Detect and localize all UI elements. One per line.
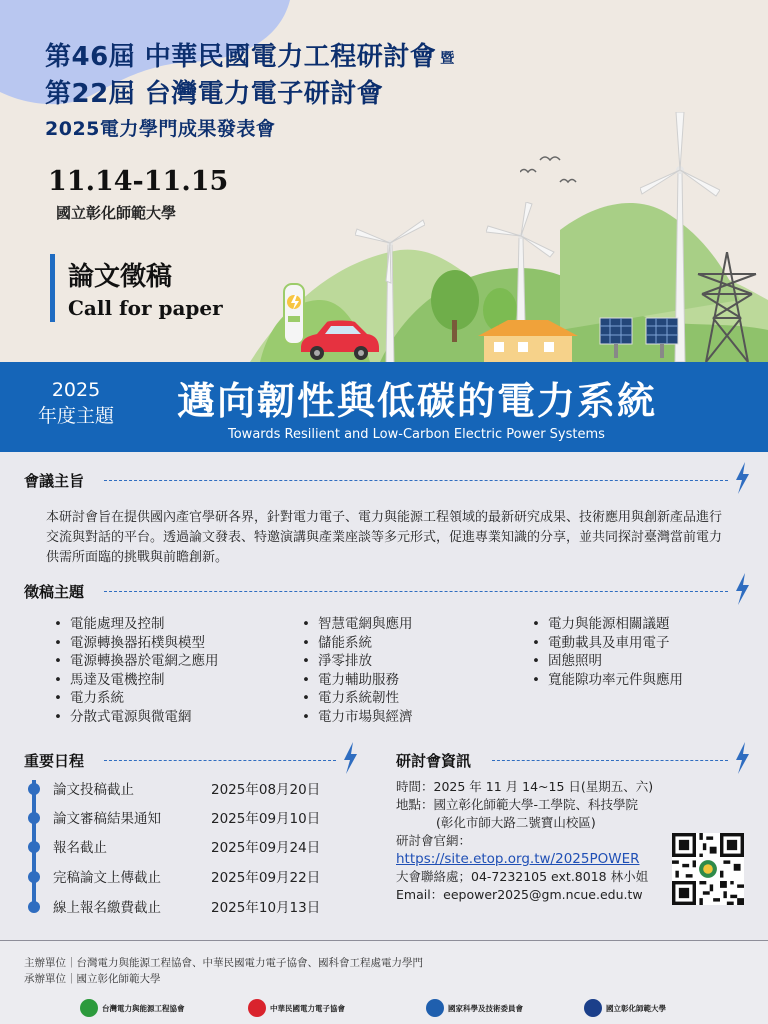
website-link[interactable]: https://site.etop.org.tw/2025POWER <box>396 851 640 867</box>
host-text: 承辦單位｜國立彰化師範大學 <box>24 973 161 985</box>
topic-item: • 電力系統韌性 <box>302 689 413 708</box>
dashed-divider <box>104 591 728 592</box>
section-title: 會議主旨 <box>24 472 85 490</box>
topics-column-2 <box>302 615 413 726</box>
theme-label: 年度主題 <box>37 405 114 427</box>
section-title: 重要日程 <box>24 752 85 770</box>
dashed-divider <box>492 760 728 761</box>
info-website-label: 研討會官網： <box>396 833 472 848</box>
lightning-bolt-icon <box>734 462 750 494</box>
logo-ncue <box>584 997 666 1019</box>
topic-item: • 寬能隙功率元件與應用 <box>532 671 683 690</box>
timeline-dot <box>28 841 40 853</box>
schedule-item-date: 2025年10月13日 <box>211 900 321 916</box>
section-header-purpose <box>24 468 750 492</box>
conference-info <box>396 778 653 904</box>
topic-item: • 電力市場與經濟 <box>302 708 413 727</box>
wind-turbine-icon <box>486 202 556 322</box>
schedule-item-name: 線上報名繳費截止 <box>53 900 161 916</box>
schedule-item-name: 完稿論文上傳截止 <box>53 870 161 886</box>
conference-date: 11.14-11.15 <box>48 166 229 197</box>
purpose-paragraph: 本研討會旨在提供國內產官學研各界，針對電力電子、電力與能源工程領域的最新研究成果、技術應用與創新產品進行交流與對話的平台。透過論文發表、特邀演講與產業座談等多元形式，促進專業知識的分享，並共同探討臺灣當前電力供需所面臨的挑戰與前瞻創新。 <box>46 510 723 565</box>
electric-car-icon <box>295 316 381 362</box>
topic-item: • 分散式電源與微電網 <box>54 708 219 727</box>
section-header-topics <box>24 579 750 603</box>
solar-panel-icon <box>598 316 634 358</box>
logo-nstc <box>426 997 523 1019</box>
logo-tpeea <box>80 997 185 1019</box>
topic-item: • 電源轉換器拓樸與模型 <box>54 634 219 653</box>
conference-title-line1 <box>45 36 455 73</box>
info-contact: 大會聯絡處；04-7232105 ext.8018 林小姐 <box>396 869 649 884</box>
nstc-logo-icon <box>426 999 444 1017</box>
schedule-item-date: 2025年09月22日 <box>211 870 321 886</box>
section-header-info <box>396 748 750 772</box>
section-title: 研討會資訊 <box>396 752 472 770</box>
theme-title-en: Towards Resilient and Low-Carbon Electric Power Systems <box>228 427 605 442</box>
hero-banner <box>0 0 768 362</box>
theme-year-block <box>30 377 122 429</box>
schedule-item-date: 2025年09月10日 <box>211 811 321 827</box>
solar-panel-icon <box>644 316 680 358</box>
tpeea-logo-icon <box>80 999 98 1017</box>
logo-tpea <box>248 997 345 1019</box>
topic-item: • 電力系統 <box>54 689 219 708</box>
cfp-accent-bar <box>50 254 55 322</box>
conference-title-line2: 第22屆 台灣電力電子研討會 <box>45 79 384 109</box>
call-for-paper-zh: 論文徵稿 <box>68 262 173 292</box>
logo-label: 國家科學及技術委員會 <box>448 1003 523 1013</box>
theme-year: 2025 <box>51 379 101 401</box>
topic-item: • 淨零排放 <box>302 652 413 671</box>
topic-item: • 馬達及電機控制 <box>54 671 219 690</box>
topic-item: • 電動載具及車用電子 <box>532 634 683 653</box>
topic-item: • 儲能系統 <box>302 634 413 653</box>
lightning-bolt-icon <box>734 573 750 605</box>
topic-item: • 固態照明 <box>532 652 683 671</box>
logo-label: 台灣電力與能源工程協會 <box>102 1003 185 1013</box>
topics-column-1 <box>54 615 219 726</box>
dashed-divider <box>104 480 728 481</box>
schedule-item-date: 2025年08月20日 <box>211 782 321 798</box>
timeline-dot <box>28 812 40 824</box>
theme-title-zh: 邁向韌性與低碳的電力系統 <box>177 379 658 423</box>
call-for-paper-en: Call for paper <box>68 296 223 320</box>
schedule-item-name: 論文投稿截止 <box>53 782 134 798</box>
topic-item: • 電力輔助服務 <box>302 671 413 690</box>
topic-item: • 電能處理及控制 <box>54 615 219 634</box>
timeline-dot <box>28 783 40 795</box>
topics-column-3 <box>532 615 683 689</box>
schedule-item-date: 2025年09月24日 <box>211 840 321 856</box>
schedule-item-name: 論文審稿結果通知 <box>53 811 161 827</box>
section-title: 徵稿主題 <box>24 583 85 601</box>
topic-item: • 電力與能源相關議題 <box>532 615 683 634</box>
annual-theme-band <box>0 362 768 452</box>
info-address: (彰化市師大路二號寶山校區) <box>436 815 596 830</box>
lightning-bolt-icon <box>342 742 358 774</box>
info-place: 地點：國立彰化師範大學-工學院、科技學院 <box>396 797 639 812</box>
organizers-text: 主辦單位｜台灣電力與能源工程協會、中華民國電力電子協會、國科會工程處電力學門 <box>24 957 423 969</box>
logo-label: 中華民國電力電子協會 <box>270 1003 345 1013</box>
tpea-logo-icon <box>248 999 266 1017</box>
dashed-divider <box>104 760 336 761</box>
conference-venue: 國立彰化師範大學 <box>56 204 177 222</box>
lightning-bolt-icon <box>734 742 750 774</box>
footer <box>0 940 768 1024</box>
topic-item: • 電源轉換器於電網之應用 <box>54 652 219 671</box>
logo-label: 國立彰化師範大學 <box>606 1003 666 1013</box>
timeline-dot <box>28 871 40 883</box>
qr-code-icon[interactable] <box>672 833 744 905</box>
ncue-logo-icon <box>584 999 602 1017</box>
conference-title-line3: 2025電力學門成果發表會 <box>45 118 276 140</box>
title-line1-text: 第46屆 中華民國電力工程研討會 <box>45 42 437 72</box>
section-header-schedule <box>24 748 358 772</box>
birds-decoration <box>520 150 590 190</box>
houses-illustration <box>468 316 588 362</box>
topic-item: • 智慧電網與應用 <box>302 615 413 634</box>
title-conjunction: 暨 <box>440 50 455 67</box>
schedule-item-name: 報名截止 <box>53 840 107 856</box>
timeline-dot <box>28 901 40 913</box>
info-time: 時間：2025 年 11 月 14~15 日(星期五、六) <box>396 779 654 794</box>
power-tower-icon <box>692 252 762 362</box>
info-email: Email：eepower2025@gm.ncue.edu.tw <box>396 887 643 902</box>
